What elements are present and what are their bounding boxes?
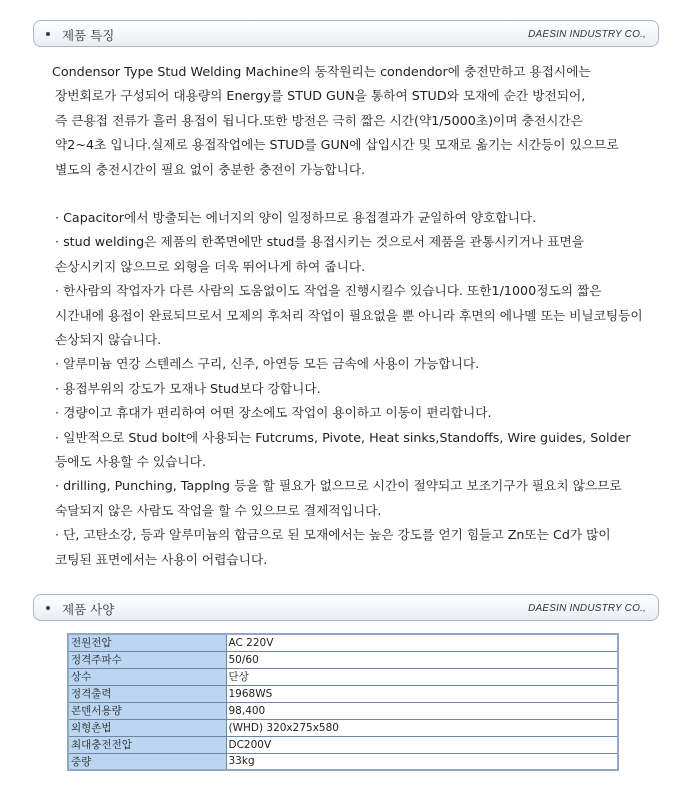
section-title: 제품 특징 [62,28,115,43]
table-row [68,736,618,753]
table-row [68,719,618,736]
feature-line: 손상시키지 않으므로 외형을 더욱 뛰어나게 하여 줍니다. [55,258,366,274]
feature-line: · stud welding은 제품의 한쪽면에만 stud를 용접시키는 것으로서 제품을 관통시키거나 표면을 [55,234,585,250]
feature-line: 등에도 사용할 수 있습니다. [55,454,206,470]
spec-value: 1968WS [226,685,618,702]
section-title: 제품 사양 [62,602,115,617]
table-row [68,634,618,651]
spec-value: (WHD) 320x275x580 [226,719,618,736]
spec-label: 외형촌법 [68,719,226,736]
feature-line: · 일반적으로 Stud bolt에 사용되는 Futcrums, Pivote, Heat sinks,Standoffs, Wire guides, Solder [55,429,631,445]
intro-line: Condensor Type Stud Welding Machine의 동작원리는 condendor에 충전만하고 용접시에는 [52,64,591,79]
spec-label: 정격주파수 [68,651,226,668]
bullet-icon [46,32,50,36]
intro-line: 별도의 충전시간이 필요 없이 충분한 충전이 가능합니다. [55,161,366,177]
spec-label: 상수 [68,668,226,685]
section-header-features [33,20,659,47]
intro-paragraph [52,60,675,182]
spec-value: DC200V [226,736,618,753]
section-header-specs [33,594,659,621]
spec-label: 전원전압 [68,634,226,651]
spec-value: AC 220V [226,634,618,651]
feature-line: · drilling, Punching, Tapplng 등을 할 필요가 없으므로 시간이 절약되고 보조기구가 필요치 않으므로 [55,478,622,494]
bullet-icon [46,606,50,610]
table-row [68,685,618,702]
spec-value: 98,400 [226,702,618,719]
feature-line: · 알루미늄 연강 스텐레스 구리, 신주, 아연등 모든 금속에 사용이 가능합니다. [55,356,480,372]
table-row [68,753,618,770]
feature-line: 코팅된 표면에서는 사용이 어렵습니다. [55,551,268,567]
feature-line: · 경량이고 휴대가 편리하여 어떤 장소에도 작업이 용이하고 이동이 편리합니다. [55,405,492,421]
spec-label: 콘덴서용량 [68,702,226,719]
company-name: DAESIN INDUSTRY CO., [528,29,646,40]
feature-line: 숙달되지 않은 사람도 작업을 할 수 있으므로 결제적입니다. [55,502,382,518]
company-name: DAESIN INDUSTRY CO., [528,603,646,614]
intro-line: 약2~4초 입니다.실제로 용접작업에는 STUD를 GUN에 삽입시간 및 모재로 옮기는 시간등이 있으므로 [55,137,619,153]
feature-line: 손상되지 않습니다. [55,332,162,348]
intro-line: 장번회로가 구성되어 대용량의 Energy를 STUD GUN을 통하여 STUD와 모재에 순간 방전되어, [55,88,586,104]
table-row [68,702,618,719]
spec-label: 중량 [68,753,226,770]
feature-line: · Capacitor에서 방출되는 에너지의 양이 일정하므로 용접결과가 균일하여 양호합니다. [55,210,537,225]
spec-value: 33kg [226,753,618,770]
spec-value: 50/60 [226,651,618,668]
feature-line: · 한사람의 작업자가 다른 사람의 도움없이도 작업을 진행시킬수 있습니다. 또한1/1000정도의 짧은 [55,283,602,299]
intro-line: 즉 큰용접 전류가 흘러 용접이 됩니다.또한 방전은 극히 짧은 시간(약1/5000초)이며 충전시간은 [55,112,583,128]
feature-line: 시간내에 용접이 완료되므로서 모제의 후처리 작업이 필요없을 뿐 아니라 후면의 에나멜 또는 비닐코팅등이 [55,307,643,323]
spec-table [67,633,619,771]
spec-value: 단상 [226,668,618,685]
feature-line: · 단, 고탄소강, 등과 알루미늄의 합금으로 된 모재에서는 높은 강도를 얻기 힘들고 Zn또는 Cd가 많이 [55,527,611,543]
features-list [55,206,675,572]
table-row [68,668,618,685]
spec-label: 정격출력 [68,685,226,702]
table-row [68,651,618,668]
feature-line: · 용접부위의 강도가 모재나 Stud보다 강합니다. [55,380,321,396]
spec-label: 최대충전전압 [68,736,226,753]
